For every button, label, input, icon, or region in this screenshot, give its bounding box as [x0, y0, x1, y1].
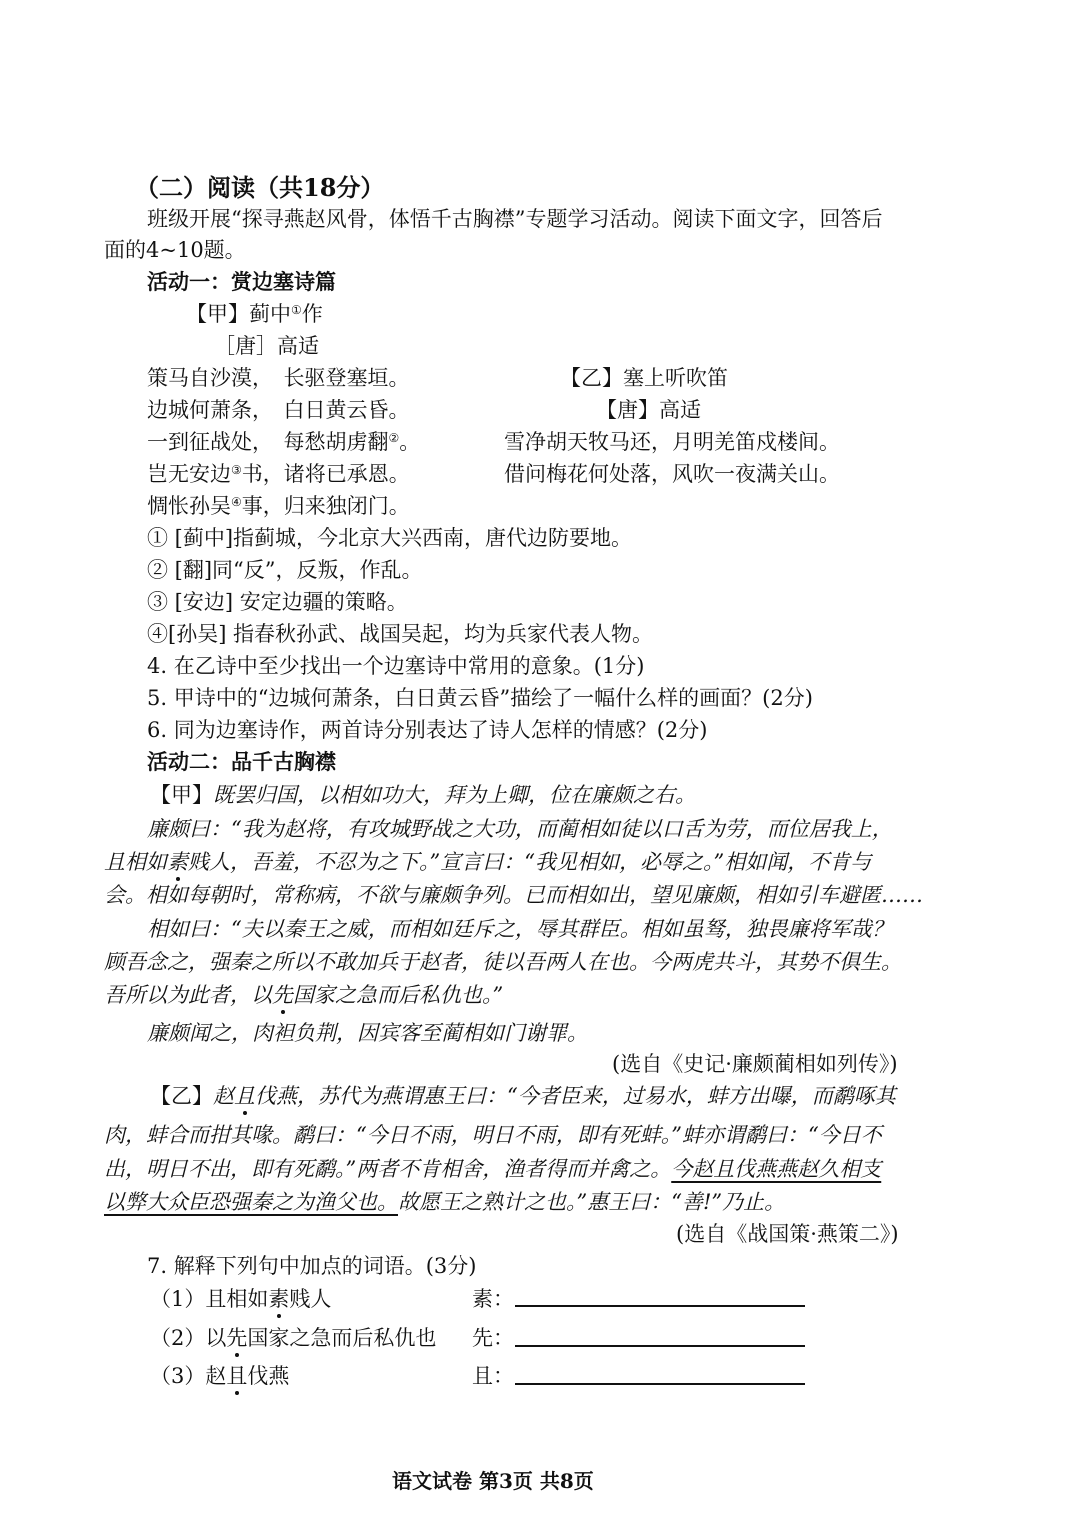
q7-item-3-post: 伐燕: [247, 1364, 290, 1388]
q7-item-2-pre: （2）以: [150, 1326, 227, 1350]
poem-jia-line-3-text: 一到征战处， 每愁胡虏翻: [147, 430, 389, 454]
intro-line-1: 班级开展“探寻燕赵风骨，体悟千古胸襟”专题学习活动。阅读下面文字，回答后: [147, 207, 883, 231]
poem-jia-author: ［唐］高适: [214, 334, 319, 358]
text-jia-p1: 既罢归国，以相如功大，拜为上卿，位在廉颇之右。: [213, 783, 696, 807]
text-jia-line-7b: 国家之急而后私仇也。”: [293, 983, 504, 1007]
text-jia-label: 【甲】: [150, 783, 213, 807]
poem-jia-line-5: [147, 491, 410, 521]
note-4: ④[孙吴] 指春秋孙武、战国吴起，均为兵家代表人物。: [147, 622, 654, 646]
footnote-marker: ③: [231, 463, 242, 477]
poem-jia-line-3-end: 。: [399, 430, 421, 454]
text-yi-line-1b: 伐燕，苏代为燕谓惠王曰：“今者臣来，过易水，蚌方出曝，而鹬啄其: [255, 1084, 896, 1108]
text-yi-line-4b: 故愿王之熟计之也。”惠王曰：“善!”乃止。: [398, 1190, 786, 1214]
text-yi-line-1: [150, 1081, 896, 1111]
question-5: 5. 甲诗中的“边城何萧条，白日黄云昏”描绘了一幅什么样的画面？(2分): [147, 686, 813, 710]
dotted-word-su: 素: [167, 850, 188, 874]
q7-item-1-pre: （1）且相如: [150, 1287, 269, 1311]
poem-jia-line-3: [147, 427, 420, 457]
text-jia-line-4: 会。相如每朝时，常称病，不欲与廉颇争列。已而相如出，望见廉颇，相如引车避匿……: [104, 883, 923, 907]
text-yi-line-3: [104, 1154, 881, 1184]
section-title: （二）阅读（共18分）: [135, 173, 385, 202]
q7-item-3: [150, 1361, 289, 1391]
dotted-word-xian: 先: [272, 983, 293, 1007]
text-jia-line-2: 廉颇曰：“我为赵将，有攻城野战之大功，而蔺相如徒以口舌为劳，而位居我上，: [147, 817, 893, 841]
poem-yi-title: 【乙】塞上听吹笛: [560, 366, 728, 390]
poem-yi-line-2: 借问梅花何处落，风吹一夜满关山。: [504, 462, 840, 486]
poem-jia-line-5-text: 惆怅孙吴: [147, 494, 231, 518]
q7-item-2-post: 国家之急而后私仇也: [247, 1326, 437, 1350]
poem-jia-line-4: [147, 459, 410, 489]
text-yi-line-1a: 赵: [213, 1084, 234, 1108]
activity2-title: 活动二：品千古胸襟: [147, 749, 336, 774]
text-jia-line-6: 顾吾念之，强秦之所以不敢加兵于赵者，徒以吾两人在也。今两虎共斗，其势不俱生。: [104, 950, 902, 974]
text-jia-line-8: 廉颇闻之，肉袒负荆，因宾客至蔺相如门谢罪。: [147, 1021, 588, 1045]
q7-item-2: [150, 1323, 436, 1353]
question-7-stem: 7. 解释下列句中加点的词语。(3分): [147, 1254, 477, 1278]
poem-yi-author: 【唐】高适: [596, 398, 701, 422]
dotted-word: 且: [226, 1364, 248, 1388]
footnote-marker: ①: [291, 303, 302, 317]
dotted-word: 素: [268, 1287, 290, 1311]
q7-item-2-key: 先：: [472, 1326, 514, 1350]
poem-jia-line-4-end: 书，诸将已承恩。: [241, 462, 410, 486]
poem-yi-line-1: 雪净胡天牧马还，月明羌笛戍楼间。: [504, 430, 840, 454]
footnote-marker: ④: [231, 495, 242, 509]
q7-item-1-post: 贱人: [289, 1287, 332, 1311]
q7-item-1-key: 素：: [472, 1287, 514, 1311]
page-footer: 语文试卷 第3页 共8页: [392, 1469, 594, 1493]
note-2: ② [翻]同“反”，反叛，作乱。: [147, 558, 423, 582]
poem-jia-title-text: 【甲】蓟中: [186, 302, 291, 326]
dotted-word: 先: [226, 1326, 248, 1350]
intro-line-2: 面的4~10题。: [104, 238, 246, 262]
text-yi-label: 【乙】: [150, 1084, 213, 1108]
answer-blank-3[interactable]: [515, 1383, 805, 1385]
underlined-sentence-part-1: 今赵且伐燕燕赵久相支: [671, 1157, 882, 1181]
q7-item-3-pre: （3）赵: [150, 1364, 227, 1388]
poem-jia-line-4-text: 岂无安边: [147, 462, 231, 486]
answer-blank-2[interactable]: [515, 1345, 805, 1347]
note-3: ③ [安边] 安定边疆的策略。: [147, 590, 408, 614]
text-jia-line-3: [104, 847, 871, 877]
text-jia-line-3a: 且相如: [104, 850, 167, 874]
text-yi-line-3a: 出，明日不出，即有死鹬。”两者不肯相舍，渔者得而并禽之。: [104, 1157, 672, 1181]
text-yi-line-2: 肉，蚌合而拑其喙。鹬曰：“今日不雨，明日不雨，即有死蚌。”蚌亦谓鹬曰：“今日不: [104, 1123, 882, 1147]
text-yi-source: (选自《战国策·燕策二》): [676, 1222, 899, 1246]
underlined-sentence-part-2: 以弊大众臣恐强秦之为渔父也。: [104, 1190, 398, 1214]
dotted-word-qie: 且: [234, 1084, 255, 1108]
poem-jia-line-5-end: 事，归来独闭门。: [241, 494, 410, 518]
answer-blank-1[interactable]: [515, 1305, 805, 1307]
text-jia-source: (选自《史记·廉颇蔺相如列传》): [612, 1052, 898, 1076]
text-jia-line-1: [150, 780, 696, 810]
q7-item-3-key: 且：: [472, 1364, 514, 1388]
text-jia-line-3b: 贱人，吾羞，不忍为之下。”宣言曰：“我见相如，必辱之。”相如闻，不肯与: [188, 850, 872, 874]
poem-jia-line-2: 边城何萧条， 白日黄云昏。: [147, 398, 410, 422]
question-4: 4. 在乙诗中至少找出一个边塞诗中常用的意象。(1分): [147, 654, 645, 678]
footnote-marker: ②: [388, 431, 400, 445]
text-jia-line-7a: 吾所以为此者，以: [104, 983, 272, 1007]
poem-jia-line-1: 策马自沙漠， 长驱登塞垣。: [147, 366, 410, 390]
activity1-title: 活动一：赏边塞诗篇: [147, 269, 336, 294]
text-jia-line-7: [104, 980, 503, 1010]
note-1: ① [蓟中]指蓟城，今北京大兴西南，唐代边防要地。: [147, 526, 633, 550]
poem-jia-title-end: 作: [301, 302, 323, 326]
q7-item-1: [150, 1284, 331, 1314]
text-yi-line-4: [104, 1187, 785, 1217]
question-6: 6. 同为边塞诗作，两首诗分别表达了诗人怎样的情感？(2分): [147, 718, 708, 742]
poem-jia-title: [186, 299, 323, 329]
text-jia-line-5: 相如曰：“夫以秦王之威，而相如廷斥之，辱其群臣。相如虽驽，独畏廉将军哉？: [147, 917, 893, 941]
